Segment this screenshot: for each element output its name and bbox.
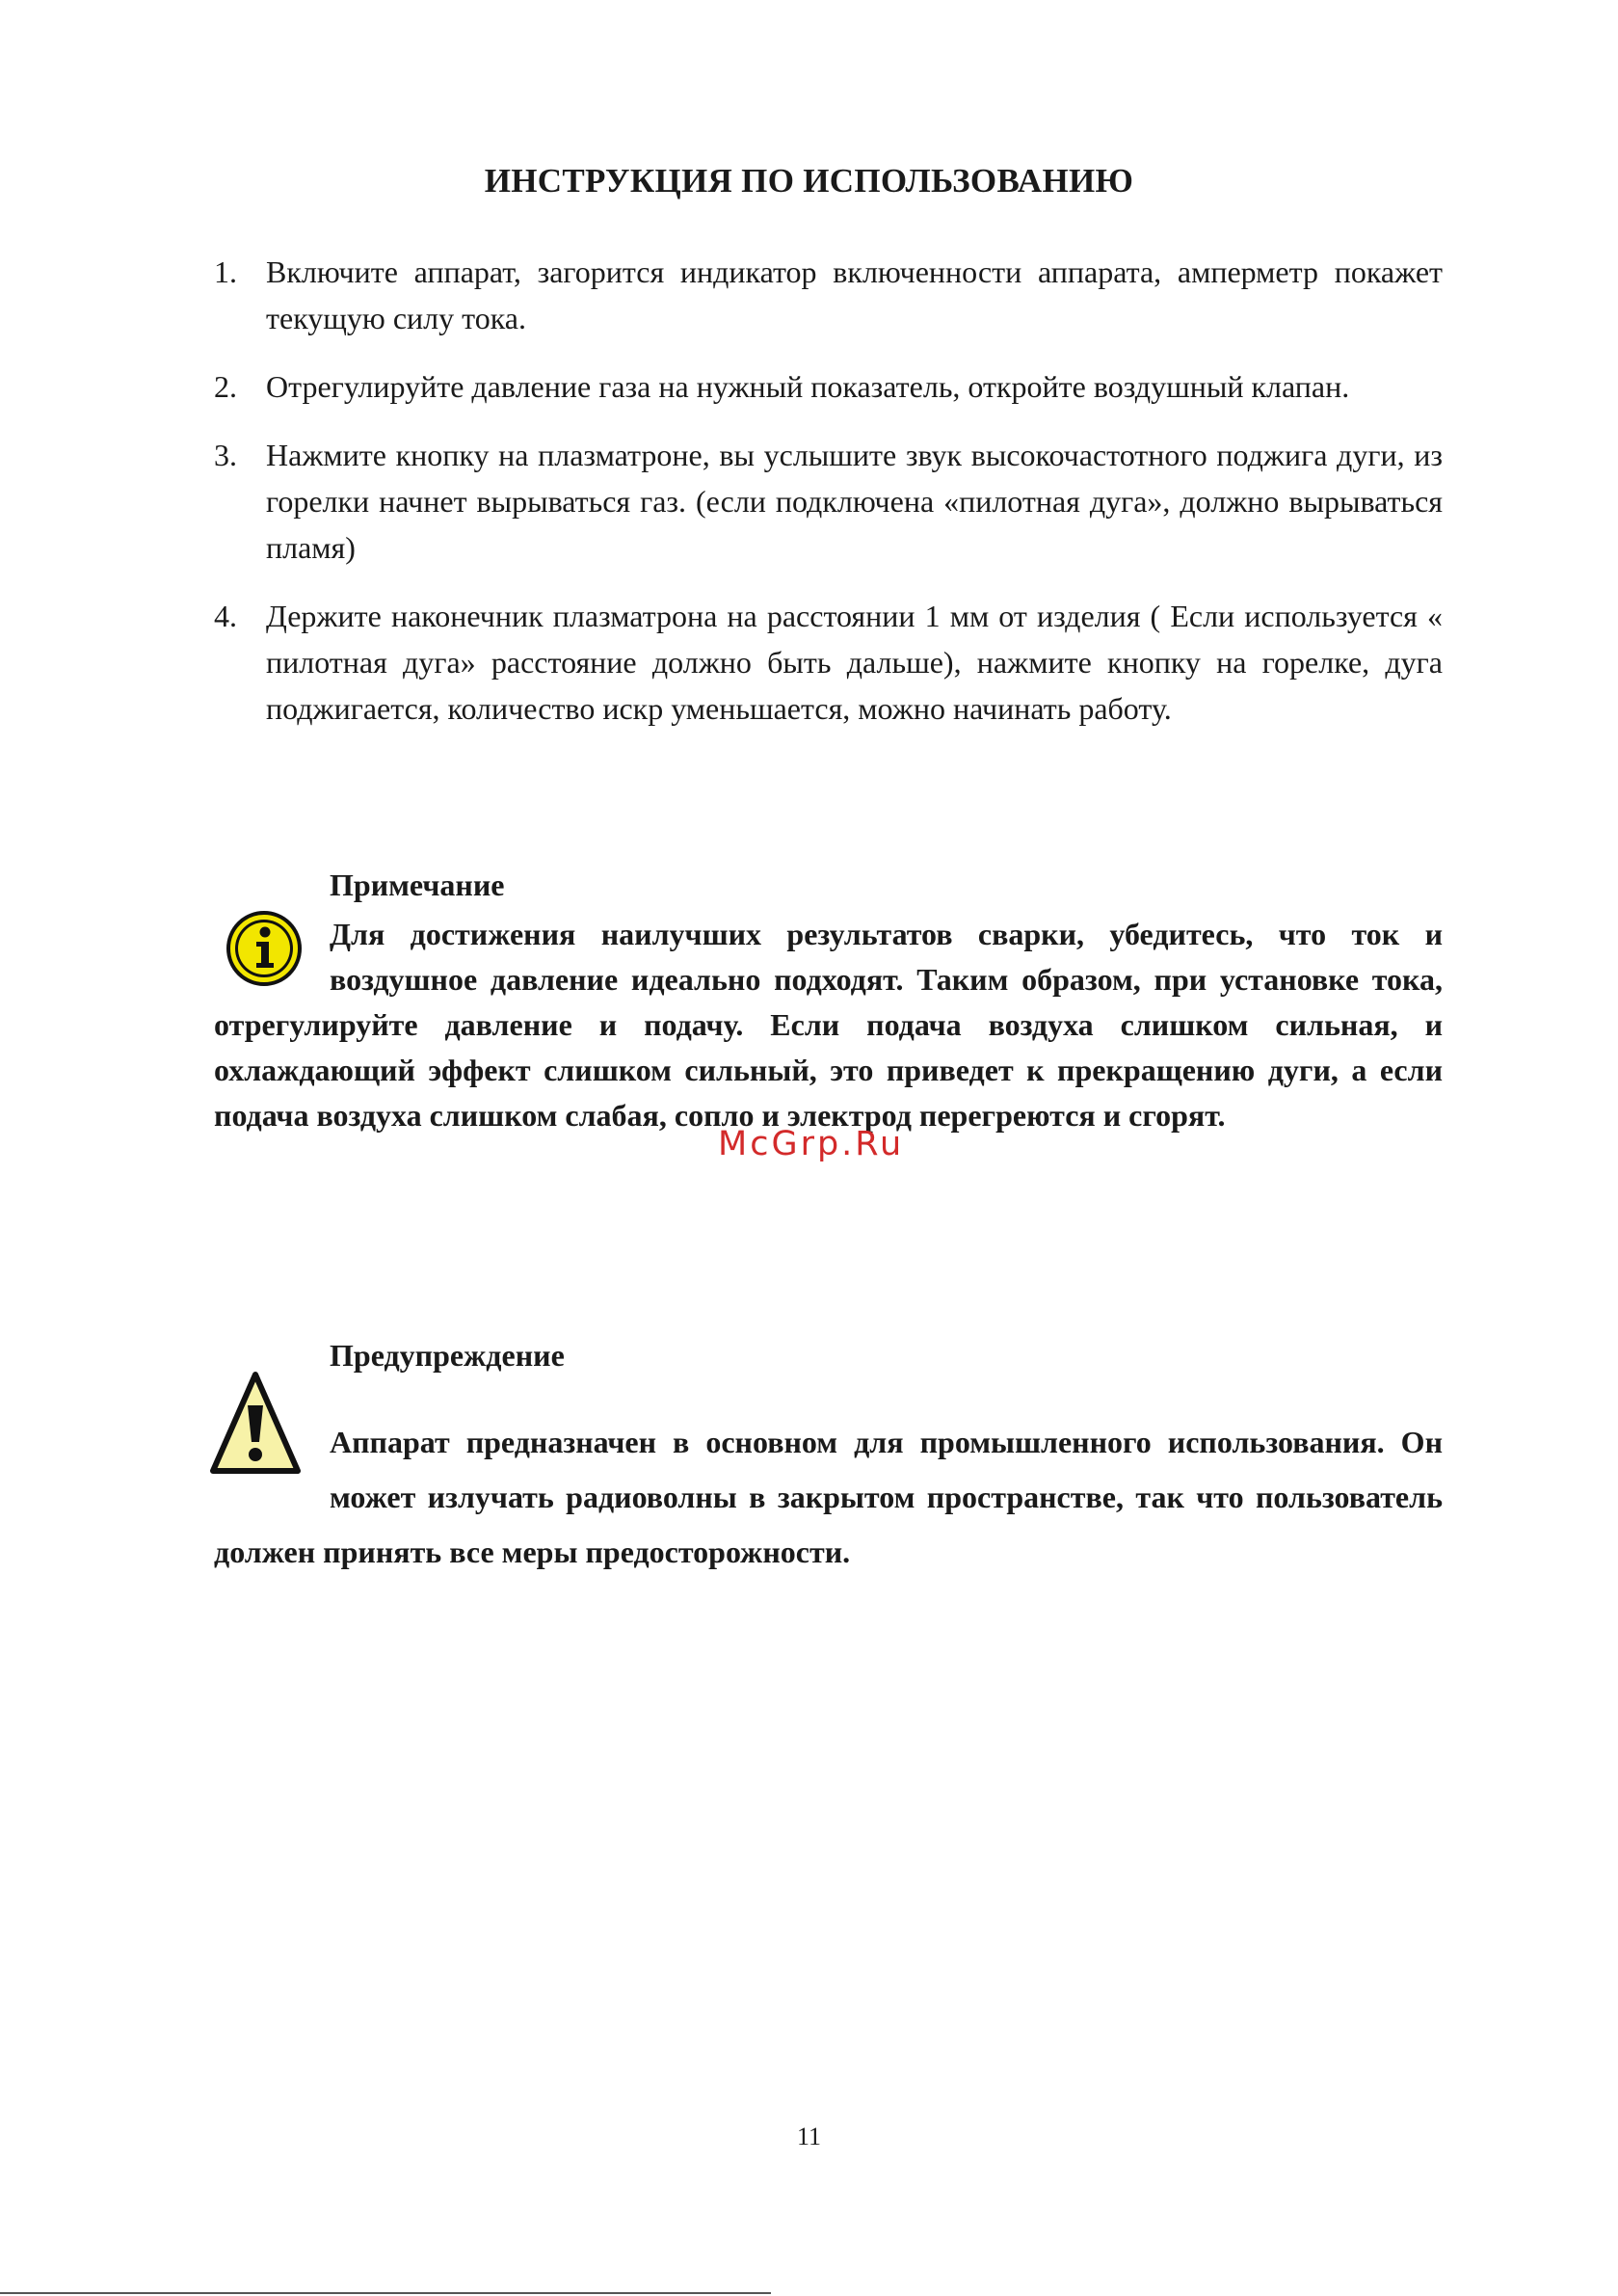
step-item [214,363,1443,410]
note-text: Для достижения наилучших результатов сварки, убедитесь, что ток и воздушное давление идеально подходят. Таким образом, при установке тока, отрегулируйте давление и подачу. Если подача воздуха слишком сильная, и охлаждающий эффект слишком сильный, это приведет к прекращению дуги, а если подача воздуха слишком слабая, сопло и электрод перегреются и сгорят. [214,917,1443,1133]
step-item [214,432,1443,571]
page-number: 11 [796,2122,822,2150]
step-number: 3. [214,438,237,472]
warning-body [214,1415,1443,1580]
warning-text: Аппарат предназначен в основном для промышленного использования. Он может излучать радиоволны в закрытом пространстве, так что пользователь должен принять все меры предосторожности. [214,1425,1443,1569]
step-number: 2. [214,369,237,404]
note-title: Примечание [330,868,505,902]
step-text: Включите аппарат, загорится индикатор включенности аппарата, амперметр покажет текущую силу тока. [266,254,1443,335]
step-text: Нажмите кнопку на плазматроне, вы услышите звук высокочастотного поджига дуги, из горелки начнет вырываться газ. (если подключена «пилотная дуга», должно вырываться пламя) [266,438,1443,565]
watermark: McGrp.Ru [718,1125,905,1163]
step-item [214,593,1443,732]
instruction-steps [214,249,1443,754]
step-number: 4. [214,599,237,633]
page-title: ИНСТРУКЦИЯ ПО ИСПОЛЬЗОВАНИЮ [484,162,1134,200]
footer-divider [0,2292,771,2294]
step-item [214,249,1443,341]
step-text: Отрегулируйте давление газа на нужный показатель, откройте воздушный клапан. [266,369,1350,404]
step-text: Держите наконечник плазматрона на расстоянии 1 мм от изделия ( Если используется « пилотная дуга» расстояние должно быть дальше), нажмите кнопку на горелке, дуга поджигается, количество искр уменьшается, можно начинать работу. [266,599,1443,726]
warning-title: Предупреждение [330,1338,565,1373]
note-body [214,912,1443,1138]
step-number: 1. [214,254,237,289]
